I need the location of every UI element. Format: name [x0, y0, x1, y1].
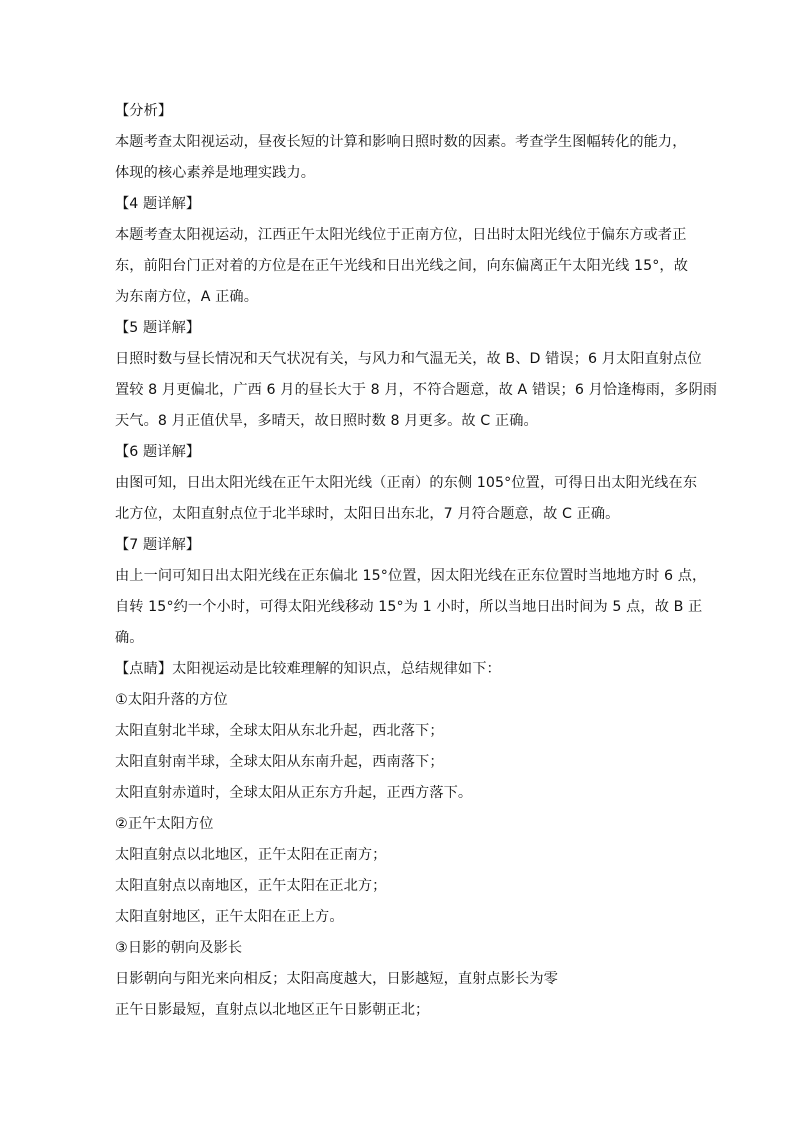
paragraph-line: 体现的核心素养是地理实践力。 — [115, 165, 316, 181]
paragraph-line: 日照时数与昼长情况和天气状况有关，与风力和气温无关，故 B、D 错误；6 月太阳直射点位 — [115, 351, 702, 367]
paragraph-line: 太阳直射赤道时，全球太阳从正东方升起，正西方落下。 — [115, 785, 473, 801]
paragraph-line: 确。 — [115, 630, 144, 646]
paragraph-line: 本题考查太阳视运动，江西正午太阳光线位于正南方位，日出时太阳光线位于偏东方或者正 — [115, 227, 687, 243]
paragraph-line: 太阳直射北半球，全球太阳从东北升起，西北落下； — [115, 723, 444, 739]
subheading-shadow: ③日影的朝向及影长 — [115, 940, 243, 956]
section-heading-q6: 【6 题详解】 — [115, 444, 201, 460]
paragraph-line: 本题考查太阳视运动，昼夜长短的计算和影响日照时数的因素。考查学生图幅转化的能力， — [115, 134, 687, 150]
paragraph-line: 正午日影最短，直射点以北地区正午日影朝正北； — [115, 1002, 430, 1018]
key-point-line: 【点睛】太阳视运动是比较难理解的知识点，总结规律如下： — [115, 661, 501, 677]
paragraph-line: 为东南方位，A 正确。 — [115, 289, 259, 305]
section-heading-q5: 【5 题详解】 — [115, 320, 201, 336]
section-heading-analysis: 【分析】 — [115, 103, 173, 119]
paragraph-line: 由上一问可知日出太阳光线在正东偏北 15°位置，因太阳光线在正东位置时当地地方时 6 点， — [115, 568, 707, 584]
paragraph-line: 置较 8 月更偏北，广西 6 月的昼长大于 8 月，不符合题意，故 A 错误；6 月恰逢梅雨，多阴雨 — [115, 382, 718, 398]
paragraph-line: 北方位，太阳直射点位于北半球时，太阳日出东北，7 月符合题意，故 C 正确。 — [115, 506, 620, 522]
subheading-noon-sun-direction: ②正午太阳方位 — [115, 816, 214, 832]
section-heading-q4: 【4 题详解】 — [115, 196, 201, 212]
paragraph-line: 东，前阳台门正对着的方位是在正午光线和日出光线之间，向东偏离正午太阳光线 15°，故 — [115, 258, 688, 274]
paragraph-line: 太阳直射点以北地区，正午太阳在正南方； — [115, 847, 387, 863]
paragraph-line: 日影朝向与阳光来向相反；太阳高度越大，日影越短，直射点影长为零 — [115, 971, 558, 987]
paragraph-line: 太阳直射点以南地区，正午太阳在正北方； — [115, 878, 387, 894]
paragraph-line: 自转 15°约一个小时，可得太阳光线移动 15°为 1 小时，所以当地日出时间为 5 点，故 B 正 — [115, 599, 703, 615]
paragraph-line: 天气。8 月正值伏旱，多晴天，故日照时数 8 月更多。故 C 正确。 — [115, 413, 538, 429]
document-page — [115, 96, 718, 1026]
paragraph-line: 由图可知，日出太阳光线在正午太阳光线（正南）的东侧 105°位置，可得日出太阳光线在东 — [115, 475, 698, 491]
paragraph-line: 太阳直射地区，正午太阳在正上方。 — [115, 909, 344, 925]
paragraph-line: 太阳直射南半球，全球太阳从东南升起，西南落下； — [115, 754, 444, 770]
subheading-sun-rise-set: ①太阳升落的方位 — [115, 692, 228, 708]
section-heading-q7: 【7 题详解】 — [115, 537, 201, 553]
